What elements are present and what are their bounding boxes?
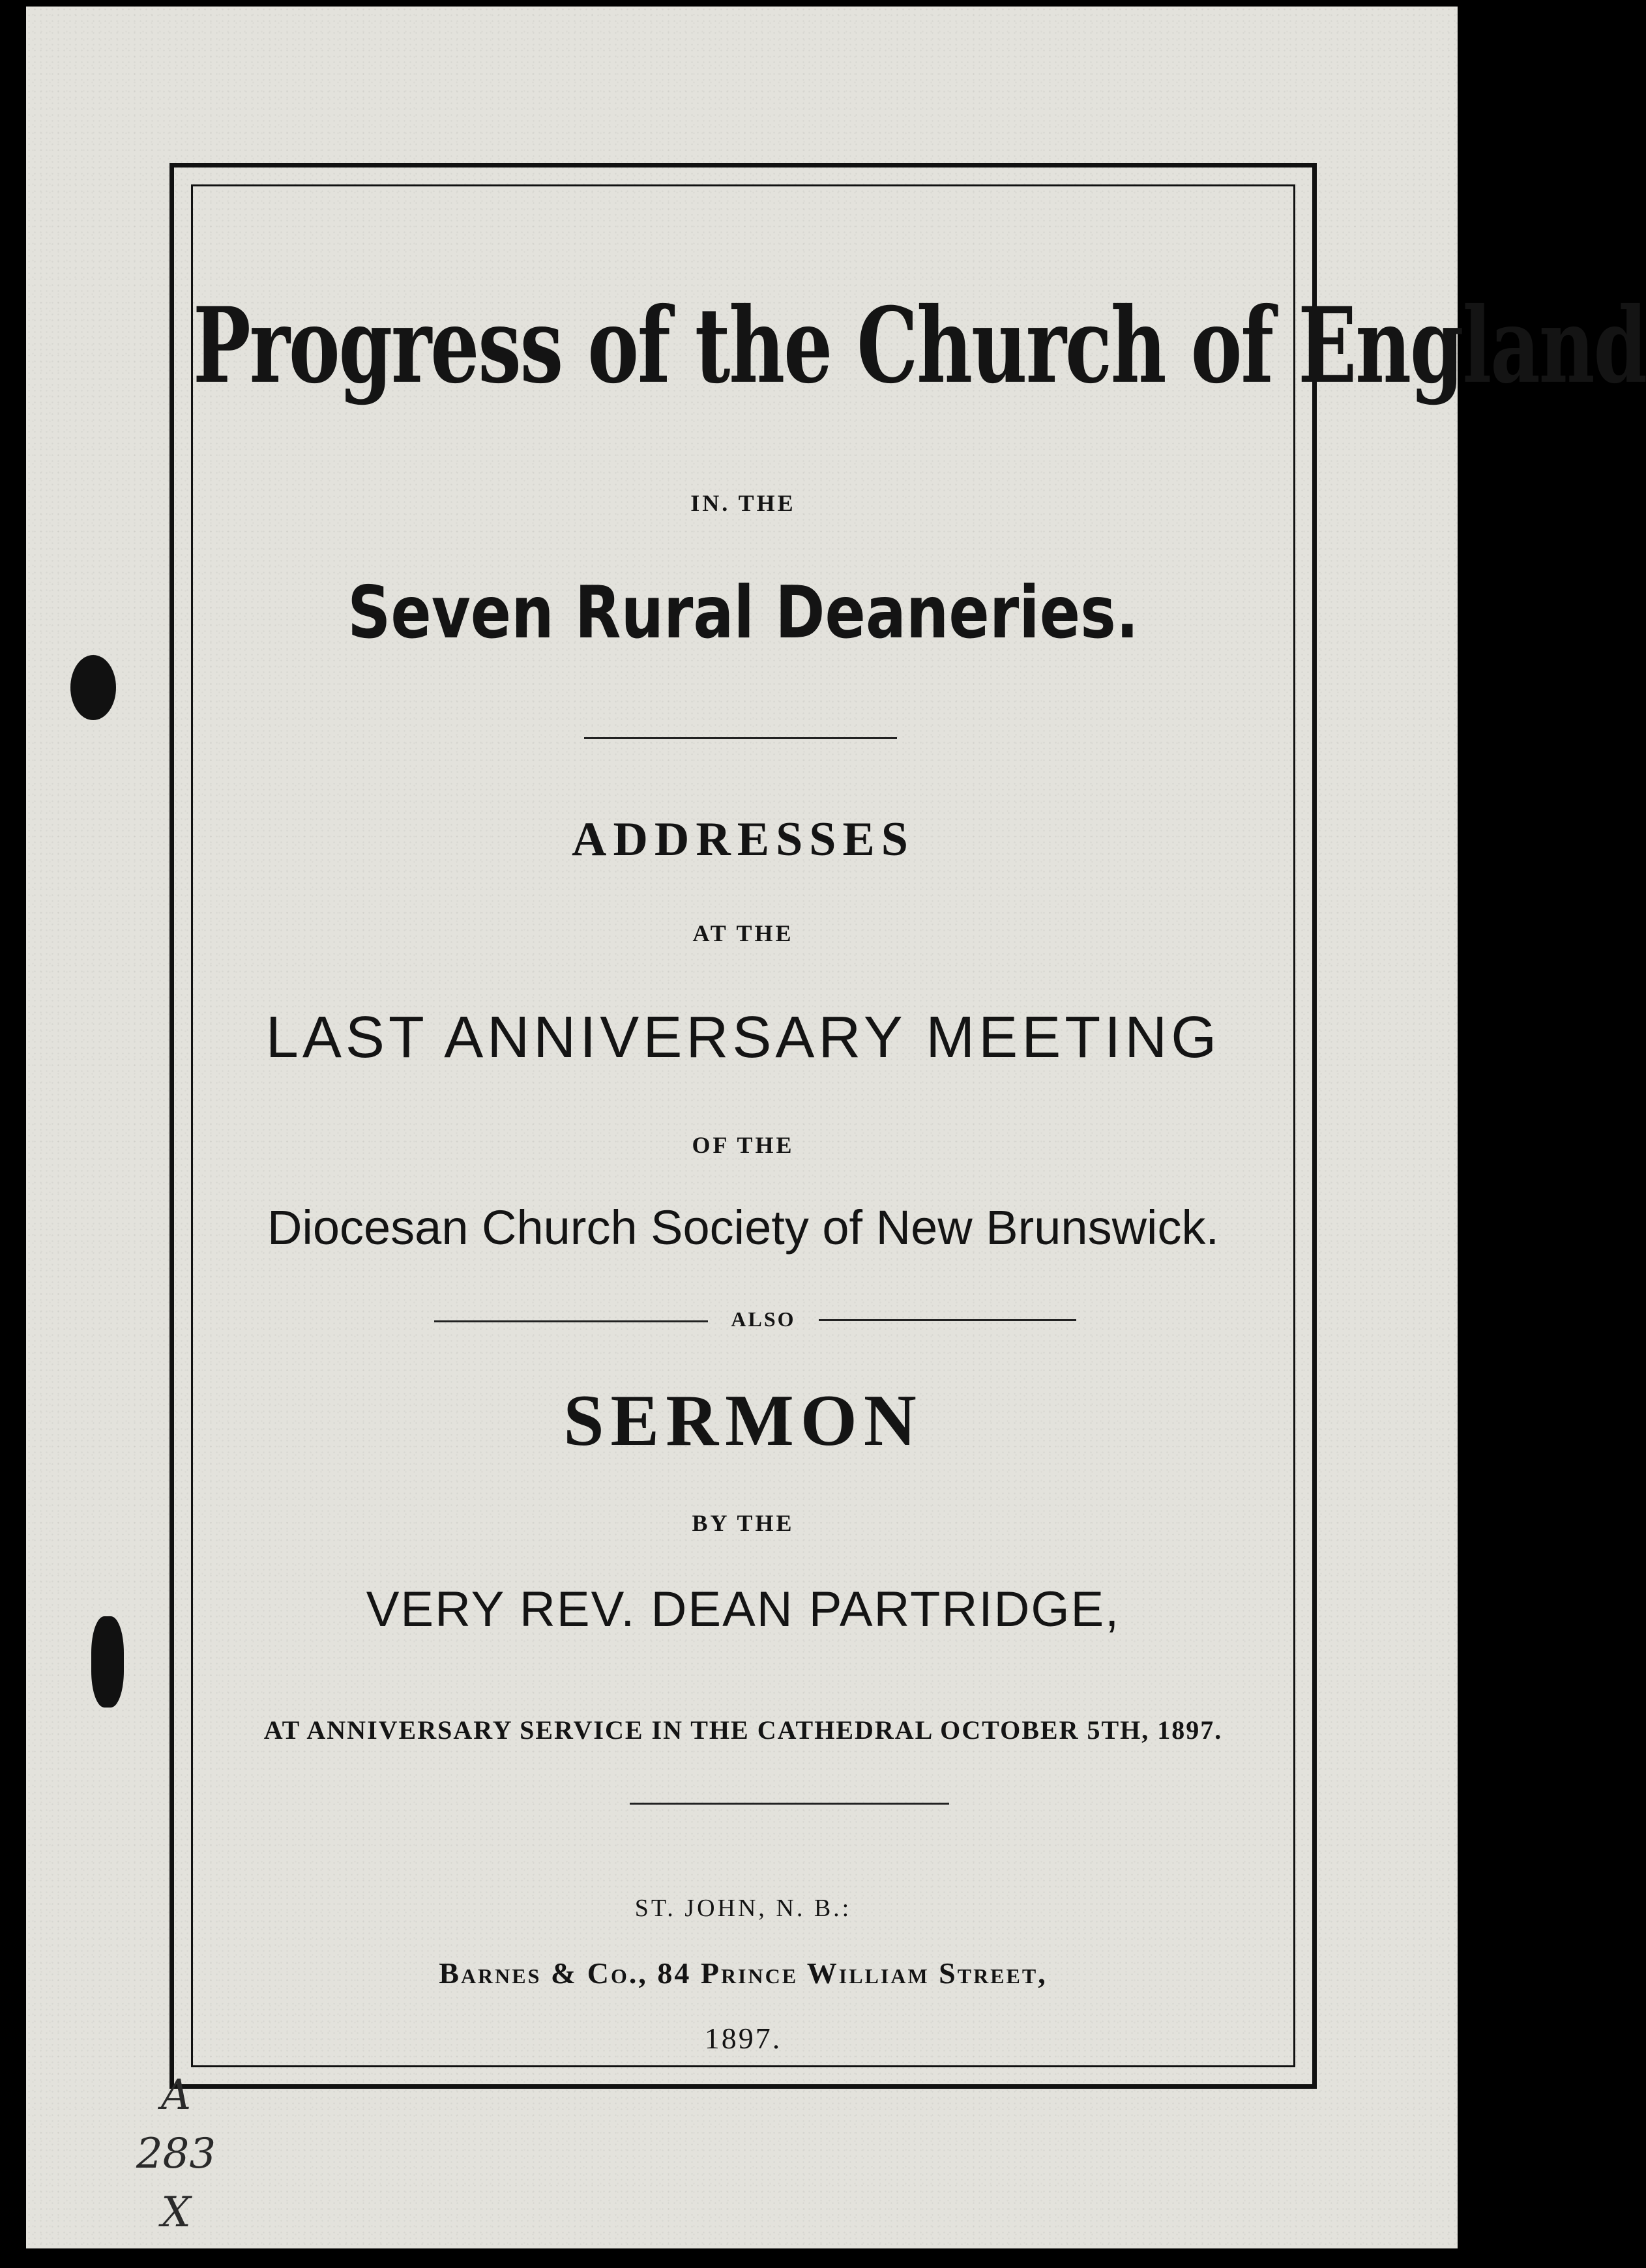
binding-hole — [70, 655, 116, 720]
divider — [819, 1319, 1076, 1321]
occasion-text: AT ANNIVERSARY SERVICE IN THE CATHEDRAL OCTOBER 5TH, 1897. — [263, 1715, 1223, 1745]
page-inner-border — [191, 184, 1646, 2067]
shelfmark-line: X — [161, 2188, 191, 2237]
divider — [630, 1803, 949, 1805]
shelfmark-line: A — [160, 2071, 192, 2119]
imprint-city: ST. JOHN, N. B.: — [634, 1895, 852, 1922]
handwritten-shelfmark — [124, 2066, 228, 2242]
preacher-name: VERY REV. DEAN PARTRIDGE, — [366, 1582, 1121, 1637]
also-text: ALSO — [731, 1307, 796, 1331]
page-title: Progress of the Church of England — [193, 284, 1646, 407]
page-border — [169, 163, 1646, 2089]
also-divider — [434, 1307, 1076, 1333]
by-the-text: BY THE — [692, 1510, 795, 1536]
deaneries-heading: Seven Rural Deaneries. — [347, 571, 1139, 655]
addresses-heading: ADDRESSES — [572, 813, 915, 866]
sermon-heading: SERMON — [563, 1380, 923, 1461]
shelfmark-line: 283 — [136, 2130, 216, 2178]
binding-hole — [91, 1616, 124, 1708]
at-the-text: AT THE — [692, 920, 794, 946]
divider — [434, 1320, 708, 1322]
of-the-text: OF THE — [692, 1132, 795, 1158]
document-page — [26, 7, 1646, 2248]
in-the-text: IN. THE — [690, 490, 796, 516]
society-name: Diocesan Church Society of New Brunswick. — [267, 1200, 1220, 1255]
imprint-year: 1897. — [704, 2022, 782, 2055]
divider — [584, 737, 897, 739]
imprint-publisher: Barnes & Co., 84 Prince William Street, — [439, 1956, 1048, 1990]
meeting-heading: LAST ANNIVERSARY MEETING — [265, 1005, 1221, 1070]
